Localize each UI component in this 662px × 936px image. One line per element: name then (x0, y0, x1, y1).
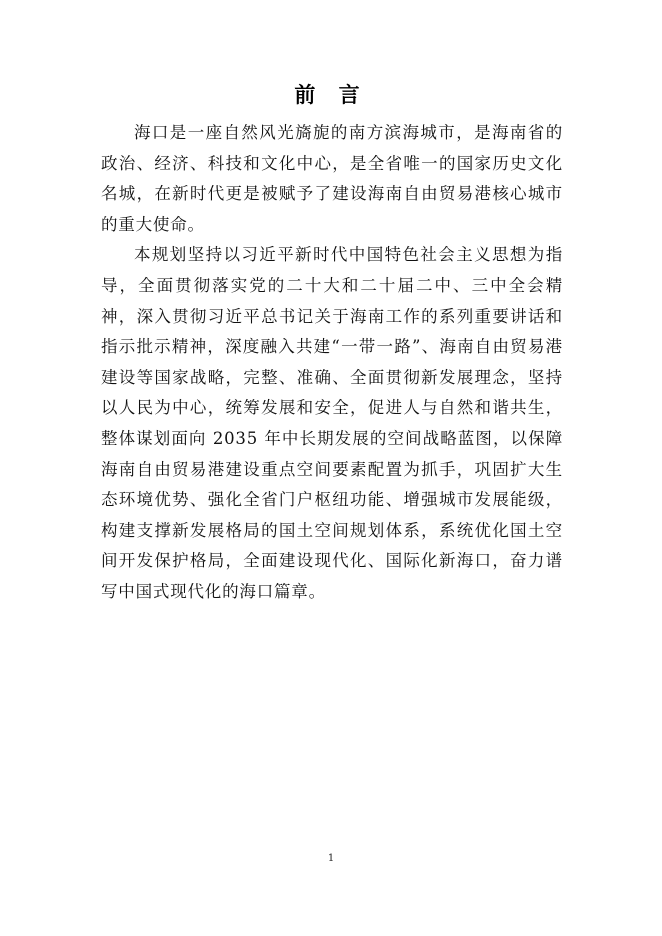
paragraph-planning: 本规划坚持以习近平新时代中国特色社会主义思想为指导，全面贯彻落实党的二十大和二十届二中、三中全会精神，深入贯彻习近平总书记关于海南工作的系列重要讲话和指示批示精神，深度融入共建“一带一路”、海南自由贸易港建设等国家战略，完整、准确、全面贯彻新发展理念，坚持以人民为中心，统筹发展和安全，促进人与自然和谐共生，整体谋划面向 2035 年中长期发展的空间战略蓝图，以保障海南自由贸易港建设重点空间要素配置为抓手，巩固扩大生态环境优势、强化全省门户枢纽功能、增强城市发展能级，构建支撑新发展格局的国土空间规划体系，系统优化国土空间开发保护格局，全面建设现代化、国际化新海口，奋力谱写中国式现代化的海口篇章。 (101, 245, 563, 601)
page-number: 1 (327, 853, 335, 864)
preface-body (101, 118, 563, 608)
paragraph-intro: 海口是一座自然风光旖旎的南方滨海城市，是海南省的政治、经济、科技和文化中心，是全省唯一的国家历史文化名城，在新时代更是被赋予了建设海南自由贸易港核心城市的重大使命。 (101, 123, 563, 234)
page-title: 前 言 (294, 82, 368, 107)
